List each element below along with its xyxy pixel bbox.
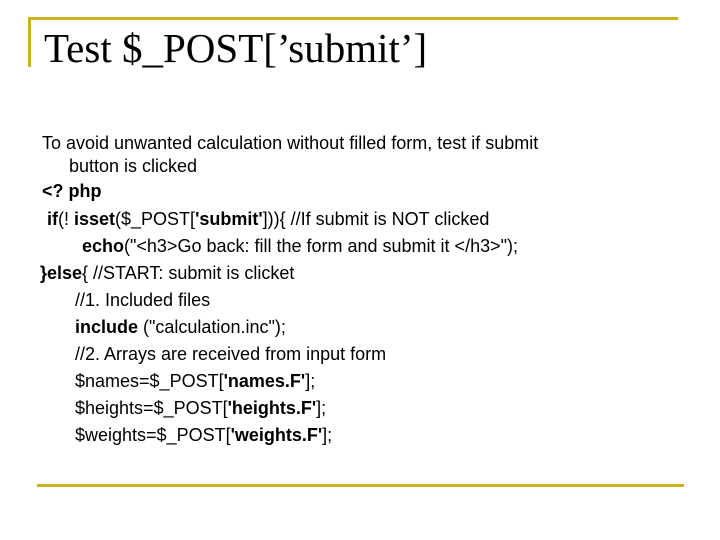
code-heights-line	[75, 395, 326, 422]
isset-keyword: isset	[74, 209, 116, 229]
title-left-rule	[28, 17, 31, 67]
include-keyword: include	[75, 317, 139, 337]
if-text-a: (!	[58, 209, 74, 229]
title-top-rule	[28, 17, 678, 20]
else-keyword: }else	[40, 263, 83, 283]
heights-key: 'heights.F'	[227, 398, 317, 418]
intro-line-1: To avoid unwanted calculation without filled form, test if submit	[42, 133, 539, 153]
intro-line-2: button is clicked	[69, 156, 198, 176]
code-comment-files: //1. Included files	[75, 290, 211, 310]
weights-key: 'weights.F'	[230, 425, 323, 445]
heights-text-a: $heights=$_POST[	[75, 398, 228, 418]
else-text: { //START: submit is clicket	[82, 263, 295, 283]
code-echo-line	[82, 233, 518, 260]
names-text-a: $names=$_POST[	[75, 371, 224, 391]
heights-text-b: ];	[316, 398, 327, 418]
code-comment-arrays: //2. Arrays are received from input form	[75, 344, 387, 364]
code-names-line	[75, 368, 315, 395]
weights-text-a: $weights=$_POST[	[75, 425, 231, 445]
php-open-tag: <? php	[42, 181, 102, 201]
include-text: ("calculation.inc");	[138, 317, 286, 337]
if-text-c: ])){ //If submit is NOT clicked	[262, 209, 490, 229]
submit-key: 'submit'	[195, 209, 263, 229]
names-key: 'names.F'	[223, 371, 306, 391]
echo-keyword: echo	[82, 236, 125, 256]
if-keyword: if	[47, 209, 58, 229]
code-if-line	[47, 206, 489, 233]
if-text-b: ($_POST[	[115, 209, 196, 229]
code-php-open	[42, 178, 102, 205]
code-else-line	[40, 260, 294, 287]
bottom-rule	[37, 484, 684, 487]
weights-text-b: ];	[322, 425, 333, 445]
code-weights-line	[75, 422, 332, 449]
echo-text: ("<h3>Go back: fill the form and submit it </h3>");	[124, 236, 518, 256]
slide-title: Test $_POST[’submit’]	[44, 25, 428, 71]
names-text-b: ];	[305, 371, 316, 391]
code-include-line	[75, 314, 286, 341]
